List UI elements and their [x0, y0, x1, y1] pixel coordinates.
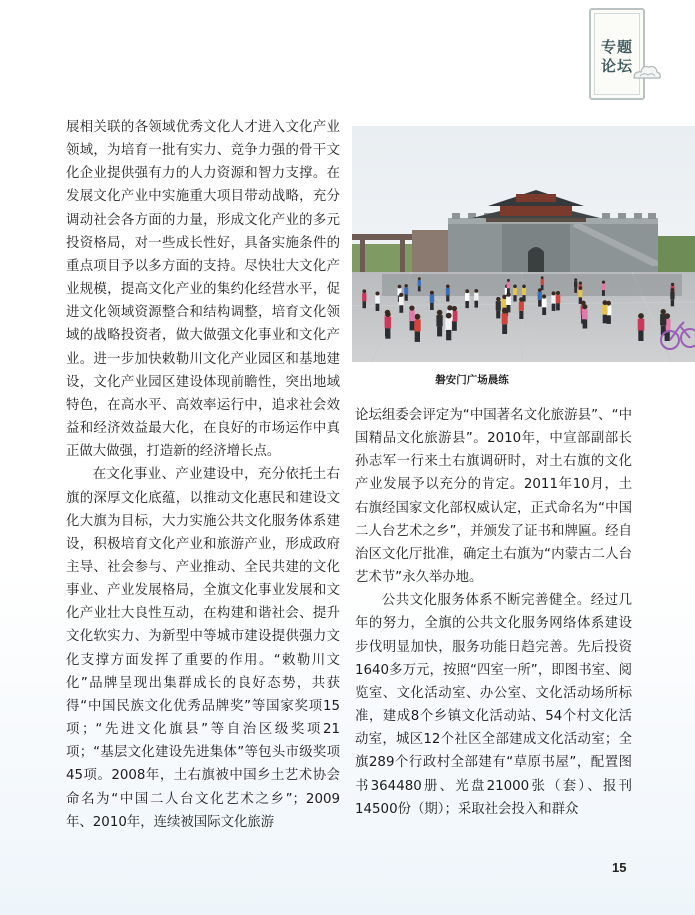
crowd-figure-legs: [556, 303, 560, 310]
badge-line-1: 专题: [600, 38, 633, 56]
crowd-figure-head: [507, 279, 510, 282]
crowd-figure: [385, 317, 391, 329]
crowd-figure-head: [582, 304, 587, 309]
crowd-figure-legs: [410, 321, 415, 330]
crowd-figure: [507, 282, 511, 288]
crowd-figure-head: [661, 309, 666, 314]
crowd-figure-head: [496, 297, 500, 301]
crowd-figure-head: [542, 294, 546, 298]
crowd-figure-head: [574, 278, 577, 281]
crowd-figure: [399, 297, 404, 306]
crowd-figure-head: [502, 295, 506, 299]
crowd-figure: [602, 305, 607, 315]
crowd-figure-head: [579, 286, 583, 290]
crowd-figure: [670, 292, 674, 300]
crowd-figure: [660, 314, 666, 325]
crowd-figure-legs: [437, 326, 442, 336]
body-paragraph: 公共文化服务体系不断完善健全。经过几年的努力，全旗的公共文化服务网络体系建设步伐明显加快，服务功能日趋完善。先后投资1640多万元，按照“四室一所”，即图书室、阅览室、文化活动室、办公室、文化活动场所标准，建成8个乡镇文化活动站、54个村文化活动室，城区12个社区全部建成文化活动室；全旗289个行政村全部建有“草原书屋”，配置图书364480册、光盘21000张（套）、报刊14500份（期）；采取社会投入和群众: [355, 593, 632, 817]
crowd-figure-legs: [399, 305, 403, 313]
crowd-figure-legs: [376, 304, 380, 311]
crowd-figure: [474, 293, 478, 301]
crowd-figure-legs: [475, 301, 479, 308]
crowd-figure: [506, 297, 511, 306]
crowd-figure-legs: [671, 299, 674, 306]
crowd-figure: [541, 279, 544, 285]
crowd-figure: [522, 288, 526, 295]
crowd-figure-legs: [602, 290, 605, 296]
right-text-column: [355, 404, 632, 821]
crowd-figure-head: [552, 291, 556, 295]
crowd-figure-legs: [507, 305, 511, 313]
crowd-figure-legs: [542, 307, 546, 315]
page-number: 15: [612, 860, 627, 875]
crowd-figure: [446, 288, 450, 295]
crowd-figure: [496, 301, 501, 310]
crowd-figure-legs: [502, 324, 507, 334]
crowd-figure-legs: [385, 328, 390, 338]
crowd-figure-legs: [418, 286, 421, 291]
crowd-figure-head: [671, 288, 675, 292]
crowd-figure-head: [556, 291, 560, 295]
crowd-figure: [362, 293, 366, 301]
crowd-figure: [430, 295, 435, 303]
crowd-figure-head: [415, 314, 421, 320]
crowd-figure-legs: [607, 315, 611, 324]
crowd-figure-head: [398, 285, 402, 289]
crowd-figure: [418, 280, 421, 286]
crowd-figure-head: [522, 285, 526, 289]
section-badge: [589, 8, 645, 100]
crowd-figure-legs: [430, 303, 434, 310]
crowd-figure-legs: [496, 310, 500, 318]
crowd-figure: [445, 318, 452, 330]
crowd-figure: [409, 311, 415, 322]
crowd-figure-head: [409, 306, 414, 311]
crowd-figure-legs: [519, 311, 523, 319]
crowd-figure: [519, 302, 524, 311]
left-text-column: [66, 116, 340, 834]
crowd-figure: [414, 319, 421, 331]
cloud-ornament-icon: [632, 62, 662, 84]
crowd-figure-head: [376, 292, 380, 296]
crowd-figure: [436, 315, 442, 326]
crowd-figure-head: [362, 289, 366, 293]
crowd-figure-head: [603, 300, 608, 305]
crowd-figure-legs: [415, 331, 420, 342]
crowd-figure: [551, 295, 556, 303]
crowd-figure-head: [474, 289, 478, 293]
crowd-figure: [602, 284, 606, 291]
crowd-figure-legs: [603, 315, 607, 324]
crowd-figure-head: [465, 289, 469, 293]
crowd-figure-legs: [446, 330, 451, 340]
crowd-figure-head: [399, 293, 403, 297]
crowd-figure-head: [446, 285, 450, 289]
body-paragraph: 展相关联的各领域优秀文化人才进入文化产业领域，为培育一批有实力、竞争力强的骨干文化企业提供强有力的人力资源和智力支撑。在发展文化产业中实施重大项目带动战略，充分调动社会各方面的力量，形成文化产业的多元投资格局，对一些成长性好，具备实施条件的重点项目予以多方面的支持。尽快壮大文化产业规模，提高文化产业的集约化经营水平，促进文化领域资源整合和结构调整，培育文化领域的战略投资者，做大做强文化事业和文化产业。进一步加快敕勒川文化产业园区和基地建设，文化产业园区建设体现前瞻性，突出地域特色，在高水平、高效率运行中，追求社会效益和经济效益最大化，在良好的市场运作中真正做大做强，打造新的经济增长点。: [66, 120, 340, 460]
crowd-figure: [638, 319, 645, 331]
crowd-figure: [465, 293, 469, 301]
crowd-figure: [375, 295, 380, 303]
badge-line-2: 论坛: [600, 57, 633, 75]
crowd-figure-head: [430, 291, 434, 295]
crowd-figure: [502, 313, 508, 324]
crowd-figure-legs: [574, 287, 577, 293]
crowd-figure-head: [405, 284, 408, 287]
crowd-figure: [556, 295, 561, 303]
crowd-figure-legs: [405, 295, 408, 301]
crowd-figure-legs: [541, 285, 544, 290]
crowd-figure-legs: [583, 319, 588, 328]
crowd-figure-head: [446, 313, 452, 319]
crowd-figure: [404, 287, 408, 294]
crowd-figure-head: [602, 281, 605, 284]
crowd-figure-legs: [452, 321, 457, 330]
crowd-figure-head: [638, 313, 644, 319]
crowd-figure-head: [671, 283, 674, 286]
crowd-figure-legs: [446, 295, 449, 301]
crowd-figure-head: [437, 310, 443, 316]
crowd-figure-head: [513, 285, 517, 289]
crowd-figure-head: [541, 276, 544, 279]
plaza-photo: [352, 126, 695, 362]
crowd-figure-legs: [363, 301, 367, 308]
body-paragraph: 在文化事业、产业建设中，充分依托土右旗的深厚文化底蕴，以推动文化惠民和建设文化大旗为目标，大力实施公共文化服务体系建设，积极培育文化产业和旅游产业，形成政府主导、社会参与、产业推动、全民共建的文化事业、产业发展格局，全旗文化事业发展和文化产业壮大良性互动，在构建和谐社会、提升文化软实力、为新型中等城市建设提供强力文化支撑方面发挥了重要的作用。“敕勒川文化”品牌呈现出集群成长的良好态势，共获得“中国民族文化优秀品牌奖”等国家奖项15项；“先进文化旗县”等自治区级奖项21项；“基层文化建设先进集体”等包头市级奖项45项。2008年，土右旗被中国乡土艺术协会命名为“中国二人台文化艺术之乡”；2009年、2010年，连续被国际文化旅游: [66, 467, 340, 830]
crowd-figure-head: [385, 312, 391, 318]
crowd-figure: [582, 309, 588, 319]
crowd-figure-head: [418, 277, 421, 280]
crowd-figure-legs: [638, 331, 643, 342]
body-paragraph: 论坛组委会评定为“中国著名文化旅游县”、“中国精品文化旅游县”。2010年，中宣部副部长孙志军一行来土右旗调研时，对土右旗的文化产业发展予以充分的肯定。2011年10月，土右旗经国家文化部权威认定，正式命名为“中国二人台艺术之乡”，并颁发了证书和牌匾。经自治区文化厅批准，确定土右旗为“内蒙古二人台艺术节”永久举办地。: [355, 408, 632, 586]
crowd-figure: [574, 281, 577, 287]
crowd-figure-head: [506, 293, 510, 297]
crowd-figure-legs: [552, 304, 556, 311]
crowd-figure-head: [502, 308, 507, 313]
crowd-figure: [513, 288, 517, 295]
crowd-figure-head: [579, 282, 582, 285]
crowd-figure: [578, 290, 582, 298]
photo-caption: 磐安门广场晨练: [435, 374, 509, 386]
crowd-figure-legs: [538, 300, 542, 307]
crowd-figure: [542, 299, 547, 308]
crowd-figure-legs: [513, 295, 516, 301]
crowd-figure: [538, 292, 542, 300]
crowd-figure-legs: [522, 295, 525, 301]
crowd-figure-legs: [465, 301, 469, 308]
crowd-figure-head: [447, 305, 452, 310]
